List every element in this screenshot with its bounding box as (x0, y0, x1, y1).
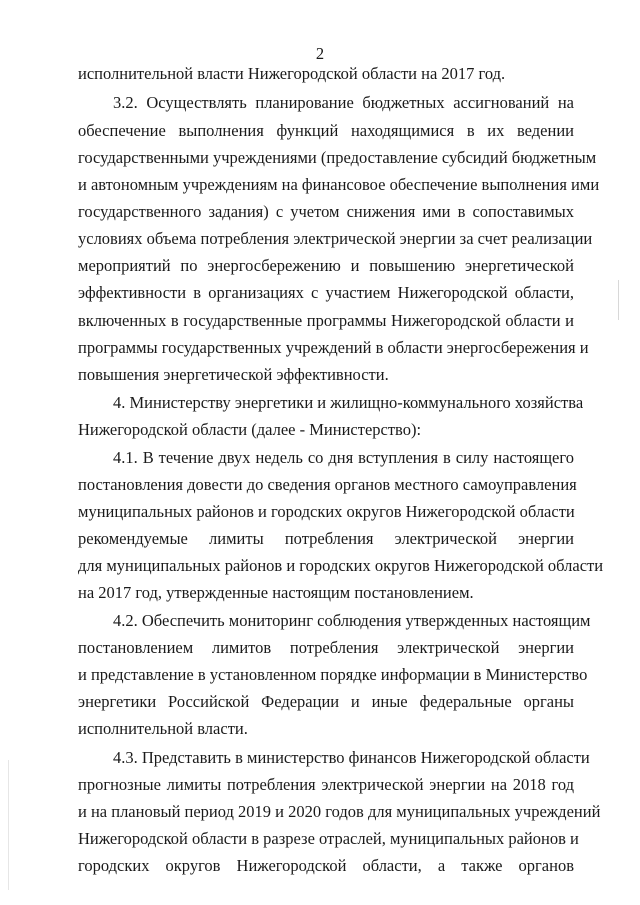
text-line: рекомендуемые лимиты потребления электрической энергии (78, 529, 574, 548)
text-line: для муниципальных районов и городских округов Нижегородской области (78, 556, 604, 575)
text-line: государственного задания) с учетом снижения ими в сопоставимых (78, 202, 574, 221)
text-line: городских округов Нижегородской области, а также органов (78, 856, 574, 875)
text-line: 3.2. Осуществлять планирование бюджетных ассигнований на (113, 93, 574, 112)
text-line: программы государственных учреждений в области энергосбережения и (78, 338, 589, 357)
text-line: Нижегородской области (далее - Министерство): (78, 420, 422, 439)
text-line: включенных в государственные программы Нижегородской области и (78, 311, 574, 330)
text-line: и на плановый период 2019 и 2020 годов для муниципальных учреждений (78, 802, 601, 821)
text-line: условиях объема потребления электрической энергии за счет реализации (78, 229, 593, 248)
text-line: на 2017 год, утвержденные настоящим постановлением. (78, 583, 474, 602)
text-line: исполнительной власти Нижегородской области на 2017 год. (78, 64, 506, 83)
text-line: постановлением лимитов потребления электрической энергии (78, 638, 574, 657)
scan-artifact (618, 280, 619, 320)
text-line: повышения энергетической эффективности. (78, 365, 389, 384)
text-line: 4.2. Обеспечить мониторинг соблюдения утвержденных настоящим (113, 611, 591, 630)
page-number: 2 (315, 44, 325, 63)
text-line: и автономным учреждениям на финансовое обеспечение выполнения ими (78, 175, 600, 194)
text-line: и представление в установленном порядке информации в Министерство (78, 665, 588, 684)
text-line: обеспечение выполнения функций находящимися в их ведении (78, 121, 574, 140)
text-line: энергетики Российской Федерации и иные федеральные органы (78, 692, 574, 711)
text-line: государственными учреждениями (предоставление субсидий бюджетным (78, 148, 597, 167)
text-line: постановления довести до сведения органов местного самоуправления (78, 475, 577, 494)
text-line: мероприятий по энергосбережению и повышению энергетической (78, 256, 574, 275)
text-line: 4. Министерству энергетики и жилищно-коммунального хозяйства (113, 393, 584, 412)
text-line: 4.3. Представить в министерство финансов Нижегородской области (113, 748, 590, 767)
text-line: муниципальных районов и городских округов Нижегородской области (78, 502, 575, 521)
scan-artifact (8, 760, 9, 890)
text-line: эффективности в организациях с участием Нижегородской области, (78, 283, 574, 302)
text-line: исполнительной власти. (78, 719, 248, 738)
text-line: 4.1. В течение двух недель со дня вступления в силу настоящего (113, 448, 574, 467)
text-line: прогнозные лимиты потребления электрической энергии на 2018 год (78, 775, 574, 794)
text-line: Нижегородской области в разрезе отраслей, муниципальных районов и (78, 829, 579, 848)
